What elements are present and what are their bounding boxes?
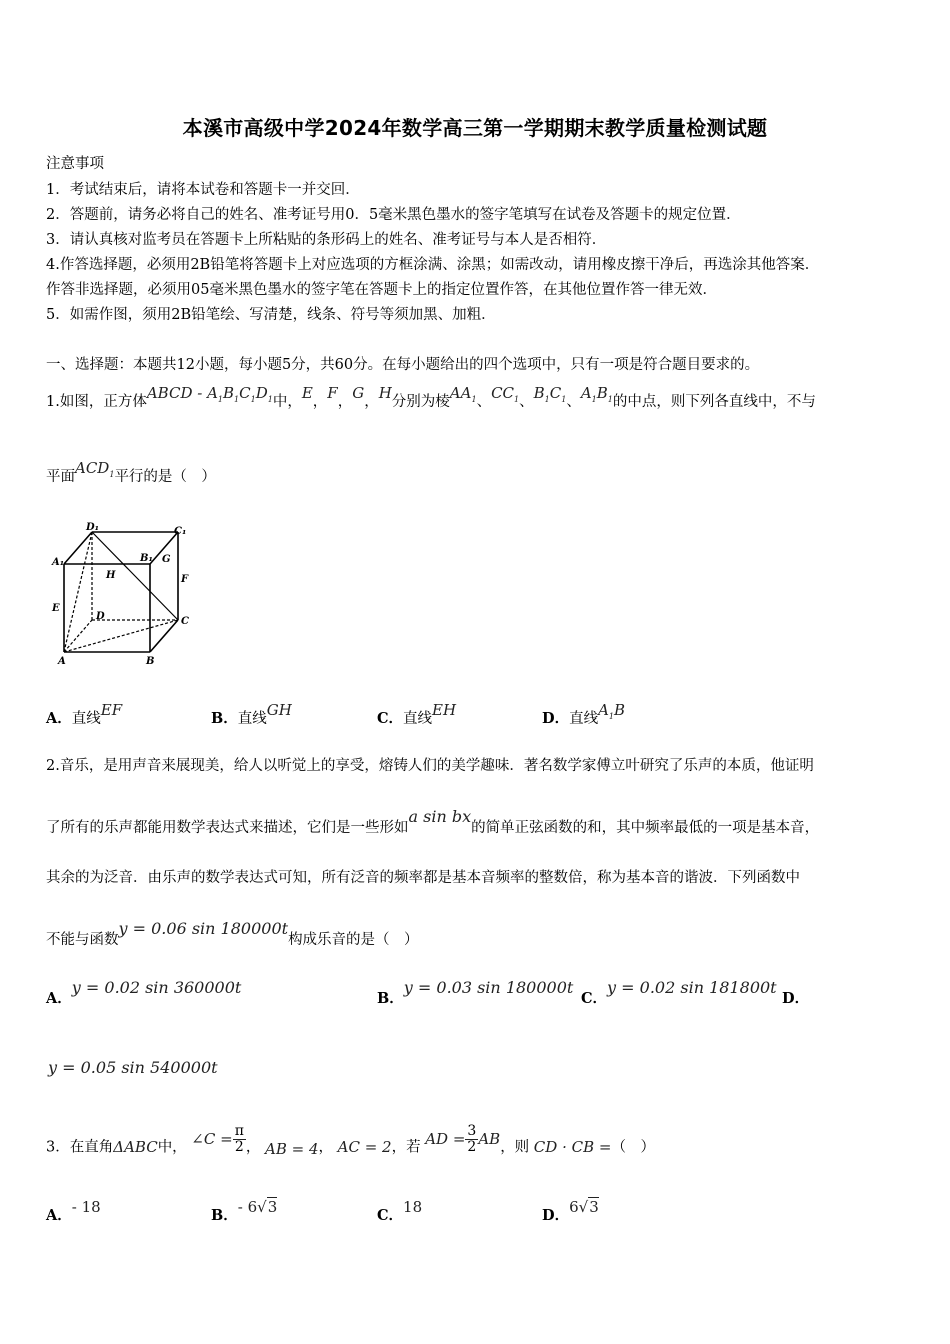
q3-option-c[interactable]: C．18 (377, 1198, 423, 1224)
q3-option-b[interactable]: B．- 6√3 (211, 1198, 278, 1224)
cube-hidden-edge (64, 620, 178, 652)
exam-title: 本溪市高级中学2024年数学高三第一学期期末教学质量检测试题 (182, 116, 768, 140)
note-item: 4.作答选择题，必须用2B铅笔将答题卡上对应选项的方框涂满、涂黑；如需改动，请用橡皮擦干净后，再选涂其他答案． (46, 257, 820, 273)
label-h: H (106, 570, 116, 581)
q1-edge-a1b1: $A_1B_1$ (580, 384, 613, 404)
notes-heading: 注意事项 (46, 156, 104, 172)
q2-sine-form: a sin bx (408, 807, 472, 826)
label-d: D (96, 611, 105, 622)
q1-edge-cc1: $CC_1$ (491, 384, 520, 404)
q3-line: 3．在直角ΔABC中， ∠C = $\frac{\pi}{2}$ ， AB = 4， AC = 2，若 AD = $\frac{3}{2}$ AB，则 CD · CB =（ ） (46, 1123, 655, 1158)
q2-option-d-letter[interactable]: D． (782, 990, 810, 1007)
q2-line-2: 了所有的乐声都能用数学表达式来描述，它们是一些形如a sin bx的简单正弦函数的和，其中频率最低的一项是基本音， (46, 807, 820, 836)
q3-ad: AD = (425, 1129, 466, 1148)
q2-option-b[interactable]: B．y = 0.03 sin 180000t (377, 978, 574, 1007)
q3-option-d[interactable]: D．6√3 (542, 1198, 599, 1224)
q1-point-e: E (301, 384, 313, 402)
label-f: F (181, 574, 189, 585)
q3-ab: AB = 4 (265, 1139, 319, 1158)
q2-option-a[interactable]: A．y = 0.02 sin 360000t (46, 978, 242, 1007)
q1-text: 1.如图，正方体 (46, 394, 147, 410)
label-g: G (162, 554, 171, 565)
q3-option-a[interactable]: A．- 18 (46, 1198, 101, 1224)
label-e: E (52, 603, 60, 614)
cube-diagonal (92, 532, 178, 620)
q1-edge-aa1: $AA_1$ (449, 384, 477, 404)
q1-plane-math: $ACD_1$ (75, 459, 115, 479)
label-a: A (58, 656, 66, 667)
q2-line-4: 不能与函数y = 0.06 sin 180000t构成乐音的是（ ） (46, 919, 419, 948)
q2-option-d[interactable]: y = 0.05 sin 540000t (48, 1058, 218, 1077)
q1-cube-math: ABCD - $A_1B_1C_1D_1$ (146, 384, 273, 404)
q2-base-function: y = 0.06 sin 180000t (118, 919, 289, 938)
q1-point-f: F (327, 384, 338, 402)
q1-option-d[interactable]: D．直线$A_1B$ (542, 701, 626, 727)
q1-option-a[interactable]: A．直线EF (46, 701, 123, 727)
label-b: B (146, 656, 155, 667)
cube-hidden-edge (64, 532, 92, 652)
label-d1: D₁ (86, 522, 100, 533)
label-b1: B₁ (140, 553, 153, 564)
label-c1: C₁ (174, 526, 187, 537)
q1-line-2: 平面$ACD_1$平行的是（ ） (46, 459, 216, 485)
q2-option-c[interactable]: C．y = 0.02 sin 181800t (581, 978, 777, 1007)
q2-line-3: 其余的为泛音．由乐声的数学表达式可知，所有泛音的频率都是基本音频率的整数倍，称为基本音的谐波．下列函数中 (46, 870, 800, 886)
q3-three-halves: $\frac{3}{2}$ (467, 1123, 477, 1155)
q3-pi-over-2: $\frac{\pi}{2}$ (234, 1123, 244, 1155)
q1-point-g: G (352, 384, 365, 402)
section-heading: 一、选择题：本题共12小题，每小题5分，共60分。在每小题给出的四个选项中，只有一项是符合题目要求的。 (46, 357, 760, 373)
cube-edge (150, 620, 178, 652)
note-item: 1．考试结束后，请将本试卷和答题卡一并交回． (46, 182, 360, 198)
q2-line-1: 2.音乐，是用声音来展现美，给人以听觉上的享受，熔铸人们的美学趣味．著名数学家傅立叶研究了乐声的本质，他证明 (46, 758, 814, 774)
q3-triangle: ΔABC (113, 1137, 158, 1156)
note-item: 2．答题前，请务必将自己的姓名、准考证号用0．5毫米黑色墨水的签字笔填写在试卷及答题卡的规定位置． (46, 207, 741, 223)
note-item: 作答非选择题，必须用05毫米黑色墨水的签字笔在答题卡上的指定位置作答，在其他位置作答一律无效． (46, 282, 717, 298)
q1-line-1: 1.如图，正方体ABCD - $A_1B_1C_1D_1$中，E，F，G，H分别为棱$AA_1$、$CC_1$、$B_1C_1$、$A_1B_1$的中点，则下列各直线中，不与 (46, 384, 816, 410)
q1-option-b[interactable]: B．直线GH (211, 701, 292, 727)
q1-edge-b1c1: $B_1C_1$ (533, 384, 567, 404)
q3-ac: AC = 2 (337, 1137, 392, 1156)
q3-dot-product: CD · CB = (533, 1137, 612, 1156)
q3-angle: ∠C = (191, 1129, 233, 1148)
label-c: C (181, 616, 189, 627)
q1-point-h: H (378, 384, 392, 402)
label-a1: A₁ (52, 557, 65, 568)
cube-figure (46, 520, 206, 670)
q1-option-c[interactable]: C．直线EH (377, 701, 457, 727)
note-item: 3．请认真核对监考员在答题卡上所粘贴的条形码上的姓名、准考证号与本人是否相符． (46, 232, 607, 248)
note-item: 5．如需作图，须用2B铅笔绘、写清楚，线条、符号等须加黑、加粗． (46, 307, 496, 323)
